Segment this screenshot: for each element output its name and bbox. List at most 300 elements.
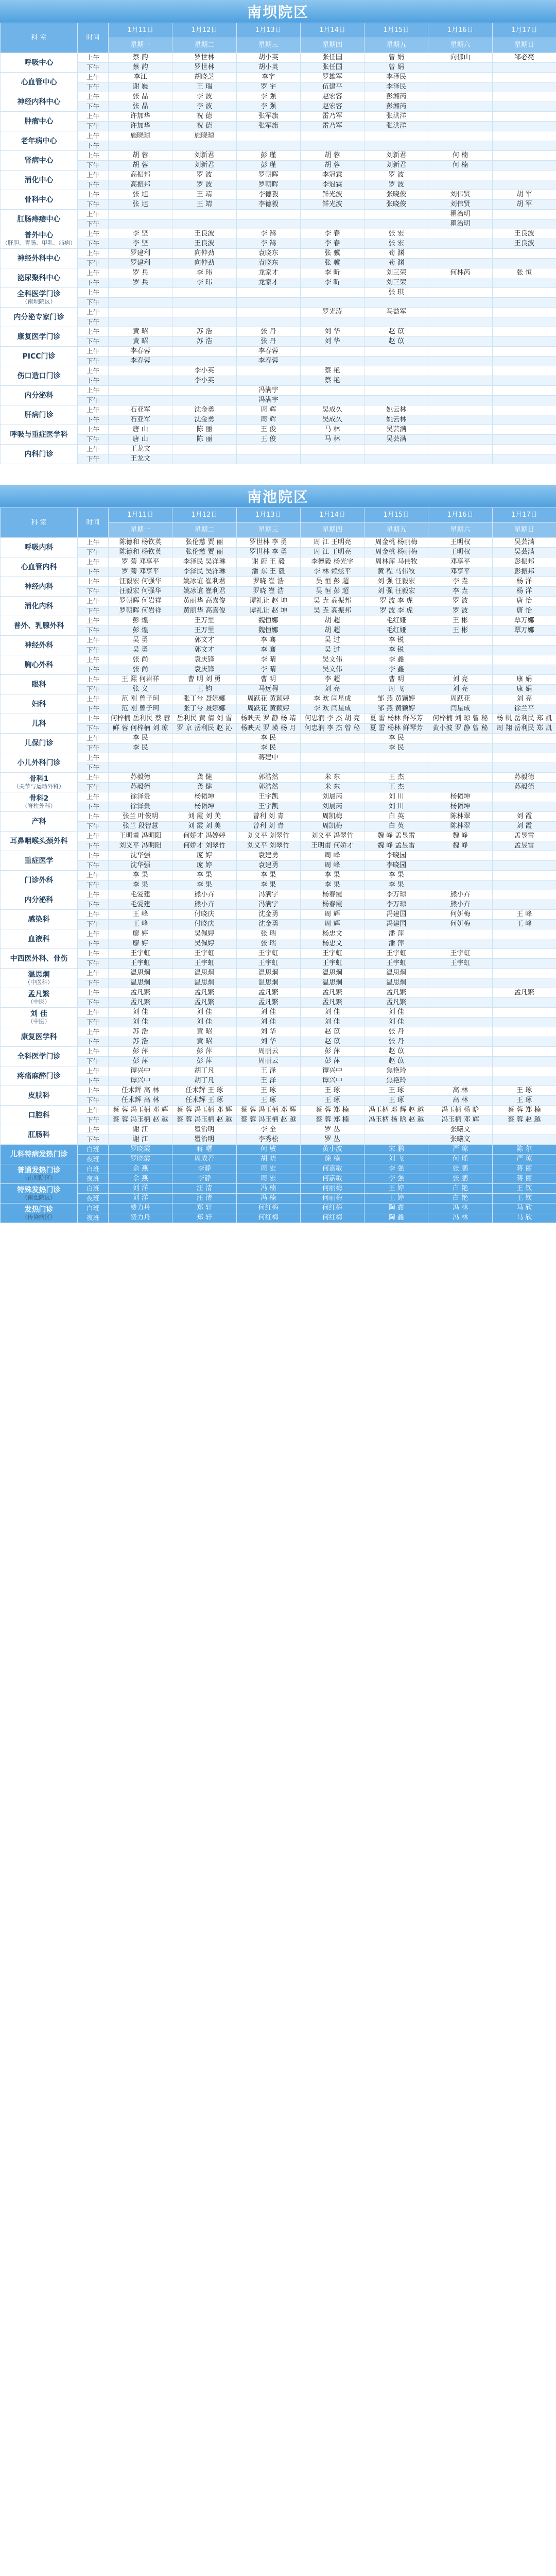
doctor-cell: 李春蓉 xyxy=(236,347,300,357)
doctor-cell xyxy=(428,734,492,743)
table-row xyxy=(1,1027,556,1037)
doctor-cell: 杨韬坤 xyxy=(172,792,236,802)
doctor-cell: 吴芸满 xyxy=(364,435,428,445)
doctor-cell: 廖 婷 xyxy=(109,929,172,939)
doctor-cell xyxy=(236,366,300,376)
doctor-cell: 李 果 xyxy=(364,880,428,890)
dept-label: 呼吸中心 xyxy=(24,58,54,67)
doctor-cell xyxy=(109,386,172,396)
doctor-cell: 马远程 xyxy=(236,685,300,694)
doctor-cell xyxy=(172,210,236,219)
doctor-cell: 熊小卉 xyxy=(428,890,492,900)
doctor-cell: 毛红娅 xyxy=(364,626,428,636)
doctor-cell xyxy=(428,435,492,445)
doctor-cell: 李 晴 xyxy=(236,665,300,675)
period-cell: 下午 xyxy=(78,665,109,675)
dept-label: 肿瘤中心 xyxy=(24,117,54,126)
dept-name xyxy=(1,871,78,890)
doctor-cell xyxy=(428,988,492,998)
doctor-cell: 严 琼 xyxy=(428,1145,492,1155)
table-row xyxy=(1,425,556,435)
table-row xyxy=(1,122,556,131)
doctor-cell: 刘晨芮 xyxy=(300,792,364,802)
dept-sub-label: （传染病区） xyxy=(22,1214,56,1221)
doctor-cell: 彭振邦 xyxy=(492,567,556,577)
doctor-cell xyxy=(492,1018,556,1027)
doctor-cell xyxy=(172,763,236,773)
doctor-cell: 周 辉 xyxy=(236,415,300,425)
doctor-cell xyxy=(300,396,364,405)
doctor-cell xyxy=(172,317,236,327)
table-row xyxy=(1,141,556,151)
doctor-cell xyxy=(492,308,556,317)
table-row xyxy=(1,396,556,405)
doctor-cell: 吴佩婷 xyxy=(172,939,236,949)
doctor-cell: 徐 楠 xyxy=(300,1155,364,1164)
dept-name xyxy=(1,616,78,636)
period-cell: 上午 xyxy=(78,366,109,376)
header-date: 1月15日 xyxy=(364,508,428,523)
doctor-cell: 李 民 xyxy=(364,743,428,753)
doctor-cell: 熊小卉 xyxy=(428,900,492,910)
doctor-cell: 严 琼 xyxy=(492,1155,556,1164)
doctor-cell xyxy=(428,180,492,190)
period-cell: 下午 xyxy=(78,822,109,832)
doctor-cell: 周 江 王明亮 xyxy=(300,548,364,557)
doctor-cell xyxy=(428,861,492,871)
header-weekday: 星期四 xyxy=(300,38,364,53)
period-cell: 下午 xyxy=(78,317,109,327)
doctor-cell: 刘 亮 xyxy=(300,685,364,694)
doctor-cell: 李 超 xyxy=(300,675,364,685)
doctor-cell xyxy=(428,1027,492,1037)
doctor-cell: 蔡 蓉 赵 越 xyxy=(492,1115,556,1125)
doctor-cell: 李德毅 杨光字 xyxy=(300,557,364,567)
doctor-cell: 赵 苡 xyxy=(364,1047,428,1057)
doctor-cell: 周 宏 xyxy=(236,1174,300,1184)
doctor-cell: 赵 苡 xyxy=(300,1027,364,1037)
table-row xyxy=(1,851,556,861)
period-cell: 下午 xyxy=(78,1135,109,1145)
doctor-cell xyxy=(492,959,556,969)
header-weekday: 星期四 xyxy=(300,523,364,538)
doctor-cell: 周金桃 杨丽梅 xyxy=(364,548,428,557)
dept-sub-label: （中医科） xyxy=(25,979,53,986)
doctor-cell: 张兰 段智慧 xyxy=(109,822,172,832)
doctor-cell: 彭 煌 xyxy=(109,626,172,636)
doctor-cell: 曾 娟 xyxy=(364,63,428,73)
period-cell: 上午 xyxy=(78,249,109,259)
doctor-cell xyxy=(428,425,492,435)
doctor-cell: 邹 燕 黄颖婷 xyxy=(364,704,428,714)
table-row xyxy=(1,626,556,636)
doctor-cell xyxy=(492,1066,556,1076)
doctor-cell: 张任国 xyxy=(300,63,364,73)
doctor-cell: 罗 波 xyxy=(364,171,428,180)
doctor-cell xyxy=(428,171,492,180)
dept-name xyxy=(1,694,78,714)
doctor-cell: 何红梅 xyxy=(300,1204,364,1213)
period-cell: 下午 xyxy=(78,122,109,131)
dept-name xyxy=(1,1106,78,1125)
doctor-cell: 谭兴中 xyxy=(300,1076,364,1086)
doctor-cell: 彭 瑾 xyxy=(236,151,300,161)
doctor-cell: 胡 军 xyxy=(492,190,556,200)
header-weekday: 星期五 xyxy=(364,38,428,53)
doctor-cell: 张丁兮 聂娜娜 xyxy=(172,704,236,714)
doctor-cell: 付晓庆 xyxy=(172,920,236,929)
table-row xyxy=(1,910,556,920)
table-row xyxy=(1,219,556,229)
doctor-cell: 李 春 xyxy=(300,229,364,239)
dept-name xyxy=(1,73,78,92)
doctor-cell xyxy=(428,239,492,249)
dept-label: 全科医学门诊 xyxy=(17,1052,61,1061)
doctor-cell: 刘 霞 xyxy=(492,812,556,822)
doctor-cell xyxy=(492,1125,556,1135)
doctor-cell: 王 俊 xyxy=(236,435,300,445)
table-row xyxy=(1,890,556,900)
doctor-cell: 赵 苡 xyxy=(364,337,428,347)
doctor-cell: 罗 波 李 虎 xyxy=(364,606,428,616)
doctor-cell: 罗 波 xyxy=(172,180,236,190)
doctor-cell xyxy=(172,396,236,405)
doctor-cell: 吴 垚 高振邦 xyxy=(300,606,364,616)
doctor-cell: 罗 兵 xyxy=(109,268,172,278)
doctor-cell xyxy=(492,1037,556,1047)
dept-name xyxy=(1,1145,78,1164)
table-row xyxy=(1,792,556,802)
dept-label: 儿保门诊 xyxy=(24,739,54,748)
period-cell: 夜班 xyxy=(78,1213,109,1223)
doctor-cell xyxy=(428,1057,492,1066)
doctor-cell: 白 英 xyxy=(364,822,428,832)
doctor-cell xyxy=(428,978,492,988)
doctor-cell: 罗晓 崔 浩 xyxy=(236,577,300,587)
table-row xyxy=(1,616,556,626)
header-weekday: 星期二 xyxy=(172,38,236,53)
doctor-cell: 刘 亮 xyxy=(428,675,492,685)
table-row xyxy=(1,435,556,445)
doctor-cell: 黄 昭 xyxy=(172,1027,236,1037)
doctor-cell: 李 果 xyxy=(236,880,300,890)
doctor-cell: 李泽民 xyxy=(364,73,428,82)
doctor-cell: 吴文伟 xyxy=(300,665,364,675)
doctor-cell: 何梓楠 岳利民 蔡 蓉 xyxy=(109,714,172,724)
table-row xyxy=(1,1106,556,1115)
doctor-cell: 黄 昭 xyxy=(172,1037,236,1047)
doctor-cell: 黄 程 马伟牧 xyxy=(364,567,428,577)
header-period: 时间 xyxy=(78,23,109,53)
doctor-cell: 白 英 xyxy=(364,812,428,822)
doctor-cell xyxy=(428,880,492,890)
dept-label: 神经外科 xyxy=(24,641,54,650)
doctor-cell: 刘 佳 xyxy=(364,1008,428,1018)
doctor-cell: 张伦慈 贾 丽 xyxy=(172,548,236,557)
header-weekday: 星期三 xyxy=(236,523,300,538)
doctor-cell: 许加华 xyxy=(109,112,172,122)
period-cell: 白班 xyxy=(78,1184,109,1194)
doctor-cell xyxy=(492,1135,556,1145)
doctor-cell: 王宇虹 xyxy=(236,959,300,969)
doctor-cell: 李 骞 xyxy=(236,646,300,655)
dept-label: 肛肠痔瘘中心 xyxy=(17,215,61,224)
doctor-cell: 吴 过 xyxy=(300,636,364,646)
doctor-cell xyxy=(492,949,556,959)
doctor-cell: 姚冰谊 崔利君 xyxy=(172,587,236,597)
doctor-cell: 胡 蓉 xyxy=(109,151,172,161)
doctor-cell: 高 林 xyxy=(428,1096,492,1106)
doctor-cell: 温思炯 xyxy=(172,978,236,988)
table-row xyxy=(1,1155,556,1164)
table-row xyxy=(1,210,556,219)
doctor-cell xyxy=(236,210,300,219)
table-row xyxy=(1,636,556,646)
header-weekday: 星期日 xyxy=(492,38,556,53)
dept-name xyxy=(1,366,78,386)
doctor-cell: 刘新君 xyxy=(364,151,428,161)
period-cell: 下午 xyxy=(78,396,109,405)
doctor-cell xyxy=(428,783,492,792)
doctor-cell xyxy=(236,219,300,229)
period-cell: 下午 xyxy=(78,978,109,988)
doctor-cell: 冯建国 xyxy=(364,920,428,929)
doctor-cell: 苏 浩 xyxy=(172,337,236,347)
doctor-cell: 范 刚 曾子珂 xyxy=(109,694,172,704)
doctor-cell: 曹 明 刘 勇 xyxy=(172,675,236,685)
doctor-cell: 王宇虹 xyxy=(364,959,428,969)
table-row xyxy=(1,557,556,567)
schedule-page xyxy=(0,0,556,1223)
doctor-cell xyxy=(364,763,428,773)
dept-label: 皮肤科 xyxy=(28,1091,50,1100)
doctor-cell xyxy=(172,308,236,317)
table-row xyxy=(1,445,556,454)
doctor-cell xyxy=(300,219,364,229)
doctor-cell xyxy=(364,376,428,386)
doctor-cell: 王明甫 冯明阳 xyxy=(109,832,172,841)
doctor-cell: 刘 华 xyxy=(236,1027,300,1037)
dept-name xyxy=(1,405,78,425)
doctor-cell: 孟昱雷 xyxy=(492,832,556,841)
doctor-cell: 李 果 xyxy=(109,871,172,880)
doctor-cell: 杨韬坤 xyxy=(428,792,492,802)
doctor-cell: 冯玉柄 邓 辉 xyxy=(428,1115,492,1125)
doctor-cell: 祝 德 xyxy=(172,112,236,122)
dept-label: 眼科 xyxy=(31,680,46,689)
doctor-cell: 刘 佳 xyxy=(172,1018,236,1027)
doctor-cell: 陈 尔 xyxy=(492,1145,556,1155)
doctor-cell: 周 辉 xyxy=(300,920,364,929)
table-row xyxy=(1,1164,556,1174)
doctor-cell: 魏 峥 孟昱雷 xyxy=(364,832,428,841)
doctor-cell xyxy=(428,636,492,646)
doctor-cell: 张 丹 xyxy=(364,1027,428,1037)
doctor-cell: 毛爱建 xyxy=(109,890,172,900)
doctor-cell: 张 骥 xyxy=(300,249,364,259)
doctor-cell xyxy=(492,405,556,415)
doctor-cell: 彭 煌 xyxy=(109,616,172,626)
doctor-cell: 刘 洋 xyxy=(109,1184,172,1194)
doctor-cell: 李 玮 xyxy=(172,278,236,288)
doctor-cell: 张 旭 xyxy=(109,190,172,200)
doctor-cell xyxy=(492,249,556,259)
dept-name xyxy=(1,1184,78,1204)
doctor-cell: 李 晴 xyxy=(236,655,300,665)
period-cell: 下午 xyxy=(78,337,109,347)
doctor-cell: 吴成久 xyxy=(300,415,364,425)
doctor-cell: 周 峰 xyxy=(300,861,364,871)
period-cell: 下午 xyxy=(78,626,109,636)
doctor-cell: 刘 佳 xyxy=(300,1018,364,1027)
doctor-cell: 李德毅 xyxy=(236,190,300,200)
doctor-cell: 康 娟 xyxy=(492,685,556,694)
doctor-cell: 庞 婷 xyxy=(172,851,236,861)
doctor-cell xyxy=(428,386,492,396)
doctor-cell: 唐 山 xyxy=(109,435,172,445)
doctor-cell: 周 宏 xyxy=(236,1164,300,1174)
doctor-cell: 刘 佳 xyxy=(109,1008,172,1018)
doctor-cell: 胡晓芝 xyxy=(172,73,236,82)
doctor-cell xyxy=(428,753,492,763)
table-row xyxy=(1,861,556,871)
doctor-cell xyxy=(428,337,492,347)
doctor-cell: 孟凡繁 xyxy=(236,988,300,998)
doctor-cell: 胡 超 xyxy=(300,616,364,626)
doctor-cell: 罗 京 岳利民 赵 沁 xyxy=(172,724,236,734)
doctor-cell: 潘 萍 xyxy=(364,939,428,949)
doctor-cell: 罗世林 李 勇 xyxy=(236,538,300,548)
dept-name xyxy=(1,249,78,268)
doctor-cell xyxy=(492,792,556,802)
period-cell: 上午 xyxy=(78,112,109,122)
doctor-cell xyxy=(300,141,364,151)
period-cell: 下午 xyxy=(78,454,109,464)
doctor-cell: 王良波 xyxy=(172,239,236,249)
doctor-cell: 孟凡繁 xyxy=(364,988,428,998)
doctor-cell: 刘义平 刘翠竹 xyxy=(236,832,300,841)
period-cell: 下午 xyxy=(78,567,109,577)
doctor-cell: 李 林 赖炫平 xyxy=(300,567,364,577)
dept-name xyxy=(1,675,78,694)
dept-name xyxy=(1,949,78,969)
doctor-cell: 白 艳 xyxy=(428,1184,492,1194)
table-row xyxy=(1,714,556,724)
doctor-cell xyxy=(109,366,172,376)
doctor-cell: 罗晓 崔 浩 xyxy=(236,587,300,597)
doctor-cell: 孟凡繁 xyxy=(109,998,172,1008)
table-row xyxy=(1,773,556,783)
doctor-cell: 杨春霞 xyxy=(300,900,364,910)
doctor-cell xyxy=(428,308,492,317)
doctor-cell: 瞿治明 xyxy=(428,219,492,229)
doctor-cell xyxy=(428,131,492,141)
doctor-cell xyxy=(492,435,556,445)
header-weekday: 星期二 xyxy=(172,523,236,538)
doctor-cell: 罗 菊 邓享平 xyxy=(109,557,172,567)
doctor-cell: 孟凡繁 xyxy=(300,988,364,998)
table-row xyxy=(1,1135,556,1145)
doctor-cell: 胡丁凡 xyxy=(172,1076,236,1086)
doctor-cell: 任术辉 高 林 xyxy=(109,1096,172,1106)
doctor-cell: 何嘉敏 xyxy=(300,1174,364,1184)
period-cell: 下午 xyxy=(78,998,109,1008)
period-cell: 下午 xyxy=(78,415,109,425)
dept-name xyxy=(1,832,78,851)
table-row xyxy=(1,694,556,704)
doctor-cell xyxy=(428,317,492,327)
doctor-cell xyxy=(492,734,556,743)
doctor-cell: 龚 健 xyxy=(172,773,236,783)
doctor-cell: 刘义平 冯翠竹 xyxy=(300,832,364,841)
doctor-cell: 冯满宇 xyxy=(236,386,300,396)
doctor-cell xyxy=(364,357,428,366)
table-row xyxy=(1,597,556,606)
doctor-cell: 李 坚 xyxy=(109,229,172,239)
doctor-cell: 温思炯 xyxy=(300,969,364,978)
dept-label: 产科 xyxy=(31,817,46,826)
table-row xyxy=(1,171,556,180)
header-weekday: 星期一 xyxy=(109,38,172,53)
doctor-cell: 谭兴中 xyxy=(109,1066,172,1076)
doctor-cell: 陈 丽 xyxy=(172,435,236,445)
doctor-cell xyxy=(492,1008,556,1018)
doctor-cell: 何嘉敏 xyxy=(300,1164,364,1174)
doctor-cell: 蔡 蓉 冯玉柄 邓 辉 xyxy=(172,1106,236,1115)
doctor-cell: 郭浩然 xyxy=(236,773,300,783)
doctor-cell xyxy=(428,122,492,131)
doctor-cell xyxy=(364,1125,428,1135)
table-row xyxy=(1,929,556,939)
dept-label: 孟凡繁 xyxy=(28,990,50,998)
doctor-cell xyxy=(428,665,492,675)
doctor-cell: 周 翔 岳利民 郑 凯 xyxy=(492,724,556,734)
doctor-cell: 李冠霖 xyxy=(300,171,364,180)
dept-label: 呼吸与重症医学科 xyxy=(10,430,68,439)
doctor-cell: 罗晓霞 xyxy=(109,1155,172,1164)
doctor-cell: 宋 鹏 xyxy=(364,1145,428,1155)
doctor-cell: 李秀松 xyxy=(236,1135,300,1145)
period-cell: 下午 xyxy=(78,880,109,890)
doctor-cell xyxy=(172,743,236,753)
period-cell: 上午 xyxy=(78,753,109,763)
doctor-cell: 蒋 丽 xyxy=(492,1174,556,1184)
doctor-cell xyxy=(492,1076,556,1086)
doctor-cell: 任术辉 高 林 xyxy=(109,1086,172,1096)
doctor-cell xyxy=(236,298,300,308)
doctor-cell: 苏 浩 xyxy=(109,1027,172,1037)
dept-label: 内科门诊 xyxy=(24,450,54,459)
doctor-cell: 罗光涛 xyxy=(300,308,364,317)
doctor-cell: 周跃花 黄颖婷 xyxy=(236,694,300,704)
doctor-cell: 李 全 xyxy=(236,1125,300,1135)
dept-label: 耳鼻咽喉头颈外科 xyxy=(10,837,68,845)
period-cell: 上午 xyxy=(78,538,109,548)
doctor-cell: 邹必亮 xyxy=(492,53,556,63)
period-cell: 上午 xyxy=(78,151,109,161)
dept-name xyxy=(1,347,78,366)
dept-name xyxy=(1,1204,78,1223)
doctor-cell: 王明权 xyxy=(428,538,492,548)
table-row xyxy=(1,675,556,685)
doctor-cell xyxy=(428,1037,492,1047)
doctor-cell: 周凯梅 xyxy=(300,822,364,832)
doctor-cell: 王良波 xyxy=(492,239,556,249)
doctor-cell: 李 民 xyxy=(364,734,428,743)
doctor-cell: 魏 峥 xyxy=(428,841,492,851)
doctor-cell xyxy=(109,210,172,219)
doctor-cell xyxy=(492,900,556,910)
